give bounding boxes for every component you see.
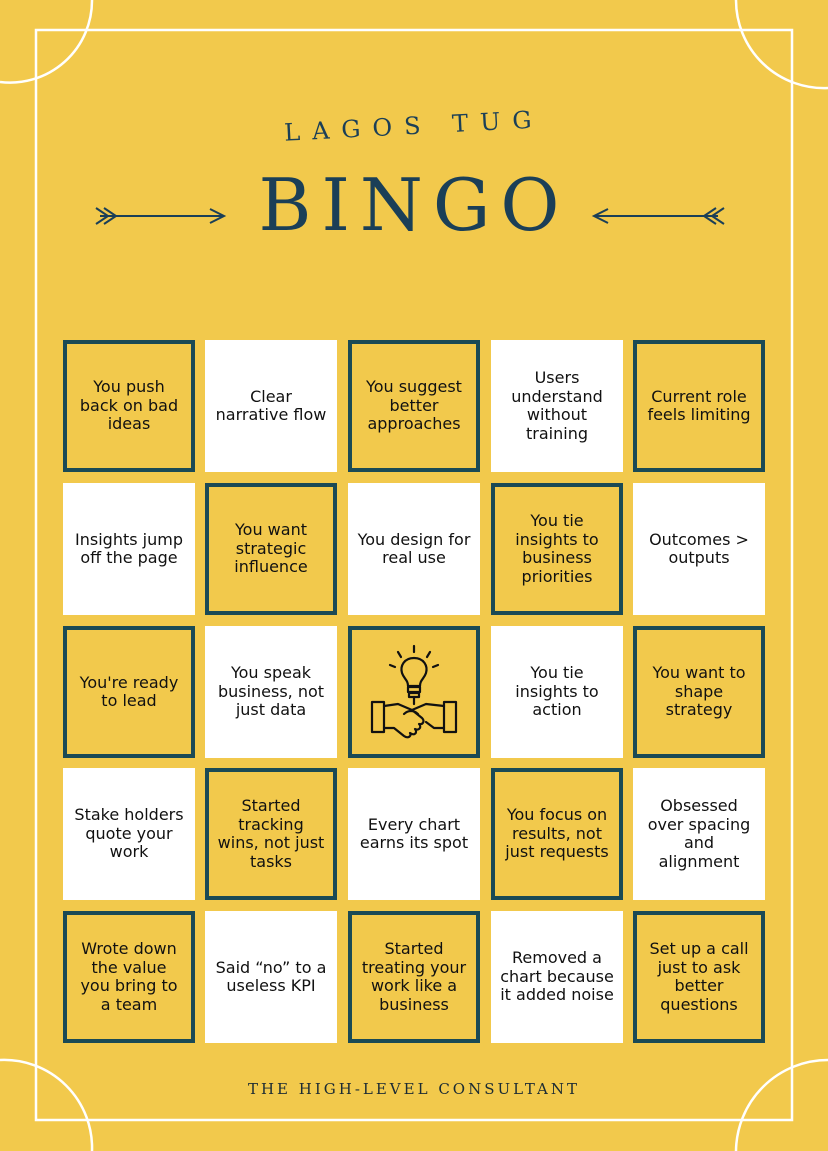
- bingo-cell-text: You suggest better approaches: [366, 377, 462, 434]
- bingo-cell-text: You tie insights to action: [515, 663, 599, 720]
- bingo-cell: [348, 626, 480, 758]
- footer-brand: THE HIGH-LEVEL CONSULTANT: [247, 1080, 581, 1098]
- bingo-cell-text: Removed a chart because it added noise: [500, 948, 614, 1005]
- bingo-cell-text: You want strategic influence: [234, 520, 308, 577]
- bingo-cell-text: Insights jump off the page: [75, 529, 183, 567]
- bingo-cell: [491, 911, 623, 1043]
- bingo-cell: [63, 768, 195, 900]
- bingo-cell-text: Wrote down the value you bring to a team: [80, 939, 178, 1014]
- bingo-cell: [63, 626, 195, 758]
- bingo-cell: [205, 483, 337, 615]
- bingo-cell-text: Outcomes > outputs: [649, 529, 749, 567]
- bingo-cell: [633, 483, 765, 615]
- bingo-cell-text: Clear narrative flow: [215, 386, 327, 424]
- bingo-cell-text: You push back on bad ideas: [79, 377, 179, 434]
- bingo-cell: [63, 483, 195, 615]
- bingo-cell: [63, 911, 195, 1043]
- bingo-cell-text: You tie insights to business priorities: [515, 511, 599, 586]
- bingo-cell: [491, 483, 623, 615]
- bingo-cell-text: You speak business, not just data: [217, 663, 325, 720]
- bingo-cell: [205, 626, 337, 758]
- bingo-cell-text: Started treating your work like a business: [361, 939, 467, 1014]
- bingo-cell-text: You're ready to lead: [79, 672, 179, 710]
- bingo-cell-text: You design for real use: [357, 529, 471, 567]
- bingo-cell: [491, 626, 623, 758]
- bingo-cell-text: Every chart earns its spot: [359, 814, 469, 852]
- bingo-cell: [491, 340, 623, 472]
- bingo-cell-text: Obsessed over spacing and alignment: [647, 796, 751, 871]
- bingo-cell: [633, 768, 765, 900]
- bingo-cell-text: Said “no” to a useless KPI: [215, 957, 327, 995]
- bingo-cell-text: Stake holders quote your work: [74, 805, 184, 862]
- page-title: BINGO: [258, 163, 570, 247]
- bingo-cell-text: Current role feels limiting: [647, 386, 751, 424]
- bingo-cell-text: Users understand without training: [511, 368, 603, 443]
- bingo-cell: [205, 768, 337, 900]
- bingo-cell: [633, 626, 765, 758]
- bingo-cell-text: You focus on results, not just requests: [505, 805, 609, 862]
- bingo-cell: [205, 340, 337, 472]
- bingo-cell-text: You want to shape strategy: [652, 663, 746, 720]
- bingo-cell: [348, 911, 480, 1043]
- bingo-cell: [348, 340, 480, 472]
- bingo-cell: [633, 911, 765, 1043]
- bingo-cell: [491, 768, 623, 900]
- bingo-cell: [633, 340, 765, 472]
- bingo-cell: [348, 483, 480, 615]
- subtitle-text: LAGOS TUG: [283, 105, 545, 147]
- bingo-cell-text: Set up a call just to ask better questions: [649, 939, 749, 1014]
- bingo-cell-text: Started tracking wins, not just tasks: [217, 796, 325, 871]
- lightbulb-handshake-icon: [368, 640, 460, 745]
- bingo-cell: [348, 768, 480, 900]
- bingo-cell: [63, 340, 195, 472]
- bingo-cell: [205, 911, 337, 1043]
